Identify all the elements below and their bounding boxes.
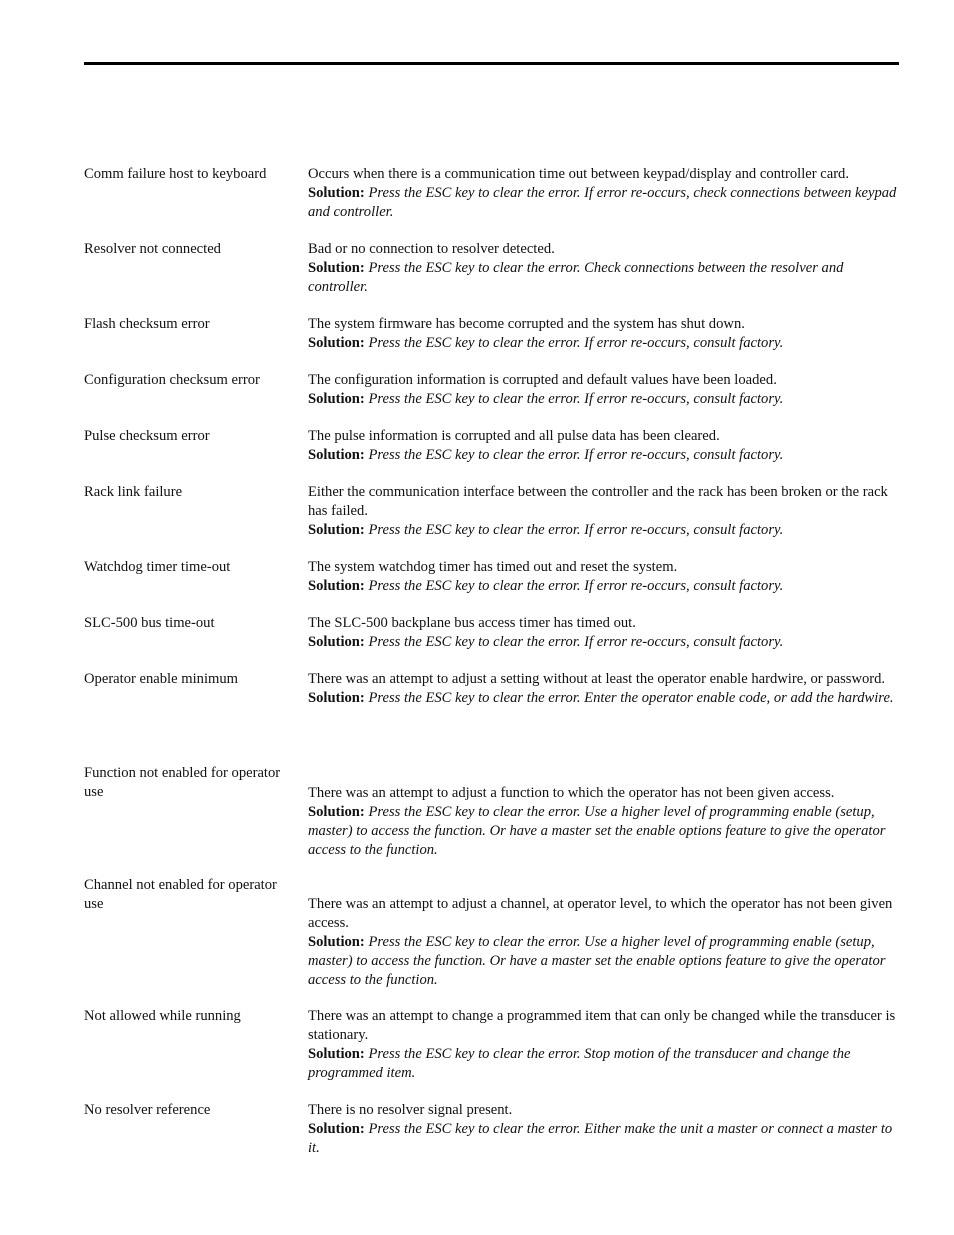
- error-name: Flash checksum error: [84, 316, 210, 332]
- error-name: Rack link failure: [84, 484, 183, 500]
- solution-label: Solution:: [308, 934, 365, 950]
- description-text: There was an attempt to adjust a setting without at least the operator enable hardwire, or password.: [308, 671, 886, 687]
- error-name: Pulse checksum error: [84, 428, 210, 444]
- description-text: The pulse information is corrupted and all pulse data has been cleared.: [308, 428, 720, 444]
- description-text: The system watchdog timer has timed out and reset the system.: [308, 559, 678, 575]
- error-description: [308, 165, 900, 222]
- error-name: SLC-500 bus time-out: [84, 615, 215, 631]
- solution-text: Press the ESC key to clear the error. If error re-occurs, consult factory.: [368, 578, 784, 594]
- error-name: Configuration checksum error: [84, 372, 260, 388]
- solution-text: Press the ESC key to clear the error. Either make the unit a master or connect a master to it.: [308, 1121, 893, 1156]
- solution-label: Solution:: [308, 185, 365, 201]
- error-description: [308, 240, 900, 297]
- description-text: There was an attempt to adjust a channel, at operator level, to which the operator has not been given access.: [308, 896, 893, 931]
- solution-text: Press the ESC key to clear the error. If error re-occurs, consult factory.: [368, 335, 784, 351]
- error-description: [308, 614, 900, 652]
- solution-label: Solution:: [308, 1046, 365, 1062]
- error-description: [308, 1007, 900, 1083]
- solution-text: Press the ESC key to clear the error. Stop motion of the transducer and change the programmed item.: [308, 1046, 851, 1081]
- solution-label: Solution:: [308, 690, 365, 706]
- solution-label: Solution:: [308, 634, 365, 650]
- error-description: [308, 427, 900, 465]
- error-description: [308, 670, 900, 708]
- error-description: [308, 483, 900, 540]
- solution-text: Press the ESC key to clear the error. Enter the operator enable code, or add the hardwire.: [368, 690, 894, 706]
- solution-text: Press the ESC key to clear the error. If error re-occurs, consult factory.: [368, 391, 784, 407]
- error-description: [308, 1101, 900, 1158]
- error-name: No resolver reference: [84, 1102, 211, 1118]
- solution-label: Solution:: [308, 335, 365, 351]
- solution-label: Solution:: [308, 522, 365, 538]
- solution-label: Solution:: [308, 260, 365, 276]
- solution-text: Press the ESC key to clear the error. If error re-occurs, consult factory.: [368, 634, 784, 650]
- error-name: Resolver not connected: [84, 241, 221, 257]
- error-name: Watchdog timer time-out: [84, 559, 231, 575]
- description-text: The system firmware has become corrupted and the system has shut down.: [308, 316, 745, 332]
- description-text: There was an attempt to change a programmed item that can only be changed while the transducer is stationary.: [308, 1008, 896, 1043]
- error-name: Not allowed while running: [84, 1008, 241, 1024]
- description-text: The SLC-500 backplane bus access timer has timed out.: [308, 615, 636, 631]
- error-name: Comm failure host to keyboard: [84, 166, 267, 182]
- solution-text: Press the ESC key to clear the error. If error re-occurs, consult factory.: [368, 522, 784, 538]
- solution-text: Press the ESC key to clear the error. If error re-occurs, consult factory.: [368, 447, 784, 463]
- solution-label: Solution:: [308, 447, 365, 463]
- solution-label: Solution:: [308, 1121, 365, 1137]
- error-name: Operator enable minimum: [84, 671, 238, 687]
- description-text: There was an attempt to adjust a function to which the operator has not been given access.: [308, 785, 835, 801]
- solution-text: Press the ESC key to clear the error. If error re-occurs, check connections between keypad and controller.: [308, 185, 897, 220]
- solution-text: Press the ESC key to clear the error. Use a higher level of programming enable (setup, master) to access the function. Or have a master set the enable options feature to give the operator access to the function.: [308, 934, 886, 988]
- error-description: [308, 315, 900, 353]
- description-text: The configuration information is corrupted and default values have been loaded.: [308, 372, 777, 388]
- description-text: There is no resolver signal present.: [308, 1102, 513, 1118]
- solution-label: Solution:: [308, 578, 365, 594]
- solution-label: Solution:: [308, 391, 365, 407]
- solution-label: Solution:: [308, 804, 365, 820]
- error-name: Function not enabled for operator use: [84, 765, 281, 800]
- description-text: Bad or no connection to resolver detected.: [308, 241, 555, 257]
- description-text: Either the communication interface between the controller and the rack has been broken or the rack has failed.: [308, 484, 888, 519]
- solution-text: Press the ESC key to clear the error. Use a higher level of programming enable (setup, master) to access the function. Or have a master set the enable options feature to give the operator access to the function.: [308, 804, 886, 858]
- description-text: Occurs when there is a communication time out between keypad/display and controller card.: [308, 166, 850, 182]
- error-description: [308, 895, 900, 990]
- header-rule: [84, 62, 899, 65]
- error-description: [308, 784, 900, 860]
- error-description: [308, 371, 900, 409]
- error-name: Channel not enabled for operator use: [84, 877, 277, 912]
- solution-text: Press the ESC key to clear the error. Check connections between the resolver and controller.: [308, 260, 844, 295]
- error-description: [308, 558, 900, 596]
